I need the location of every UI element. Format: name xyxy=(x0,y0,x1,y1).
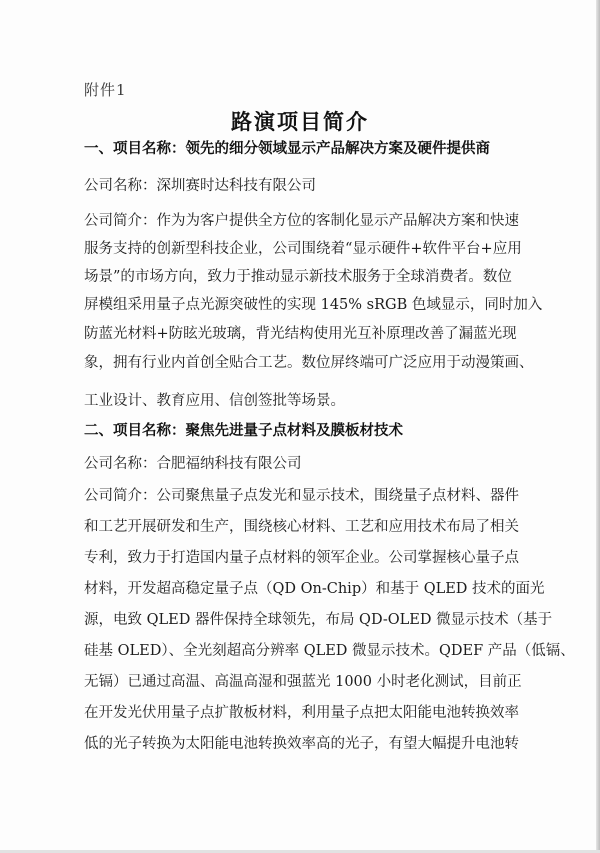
section-1-intro-line: 场景”的市场方向，致力于推动显示新技术服务于全球消费者。数位 xyxy=(84,269,512,285)
attachment-label: 附件1 xyxy=(84,81,127,99)
section-2-company: 公司名称：合肥福纳科技有限公司 xyxy=(84,456,302,472)
section-2-intro-line: 低的光子转换为太阳能电池转换效率高的光子，有望大幅提升电池转 xyxy=(84,736,519,752)
document-title: 路演项目简介 xyxy=(231,109,369,134)
section-1-intro-line: 公司简介：作为为客户提供全方位的客制化显示产品解决方案和快速 xyxy=(84,213,519,229)
section-2-intro-line: 和工艺开展研发和生产，围绕核心材料、工艺和应用技术布局了相关 xyxy=(84,519,519,535)
section-1-intro-line: 象，拥有行业内首创全贴合工艺。数位屏终端可广泛应用于动漫策画、 xyxy=(84,355,534,371)
section-1-intro-line: 防蓝光材料+防眩光玻璃，背光结构使用光互补原理改善了漏蓝光现 xyxy=(84,326,517,342)
section-2-intro-line: 公司简介：公司聚焦量子点发光和显示技术，围绕量子点材料、器件 xyxy=(84,488,519,504)
section-2-intro-line: 专利，致力于打造国内量子点材料的领军企业。公司掌握核心量子点 xyxy=(84,550,519,566)
section-1-intro-line: 屏模组采用量子点光源突破性的实现 145% sRGB 色域显示，同时加入 xyxy=(84,297,543,313)
section-2-intro-line: 无镉）已通过高温、高温高湿和强蓝光 1000 小时老化测试，目前正 xyxy=(84,674,522,690)
section-2-intro-line: 硅基 OLED）、全光刻超高分辨率 QLED 微显示技术。QDEF 产品（低镉、 xyxy=(84,643,575,659)
section-2-intro-line: 源，电致 QLED 器件保持全球领先，布局 QD-OLED 微显示技术（基于 xyxy=(84,612,553,628)
section-1-company: 公司名称：深圳赛时达科技有限公司 xyxy=(84,178,316,194)
section-1-heading: 一、项目名称：领先的细分领域显示产品解决方案及硬件提供商 xyxy=(84,140,490,157)
section-1-intro-line: 工业设计、教育应用、信创签批等场景。 xyxy=(84,393,345,409)
section-2-intro-line: 材料，开发超高稳定量子点（QD On-Chip）和基于 QLED 技术的面光 xyxy=(84,581,545,597)
section-2-intro-line: 在开发光伏用量子点扩散板材料，利用量子点把太阳能电池转换效率 xyxy=(84,705,519,721)
section-1-intro-line: 服务支持的创新型科技企业，公司围绕着“显示硬件+软件平台+应用 xyxy=(84,241,522,257)
section-2-heading: 二、项目名称：聚焦先进量子点材料及膜板材技术 xyxy=(84,422,403,439)
